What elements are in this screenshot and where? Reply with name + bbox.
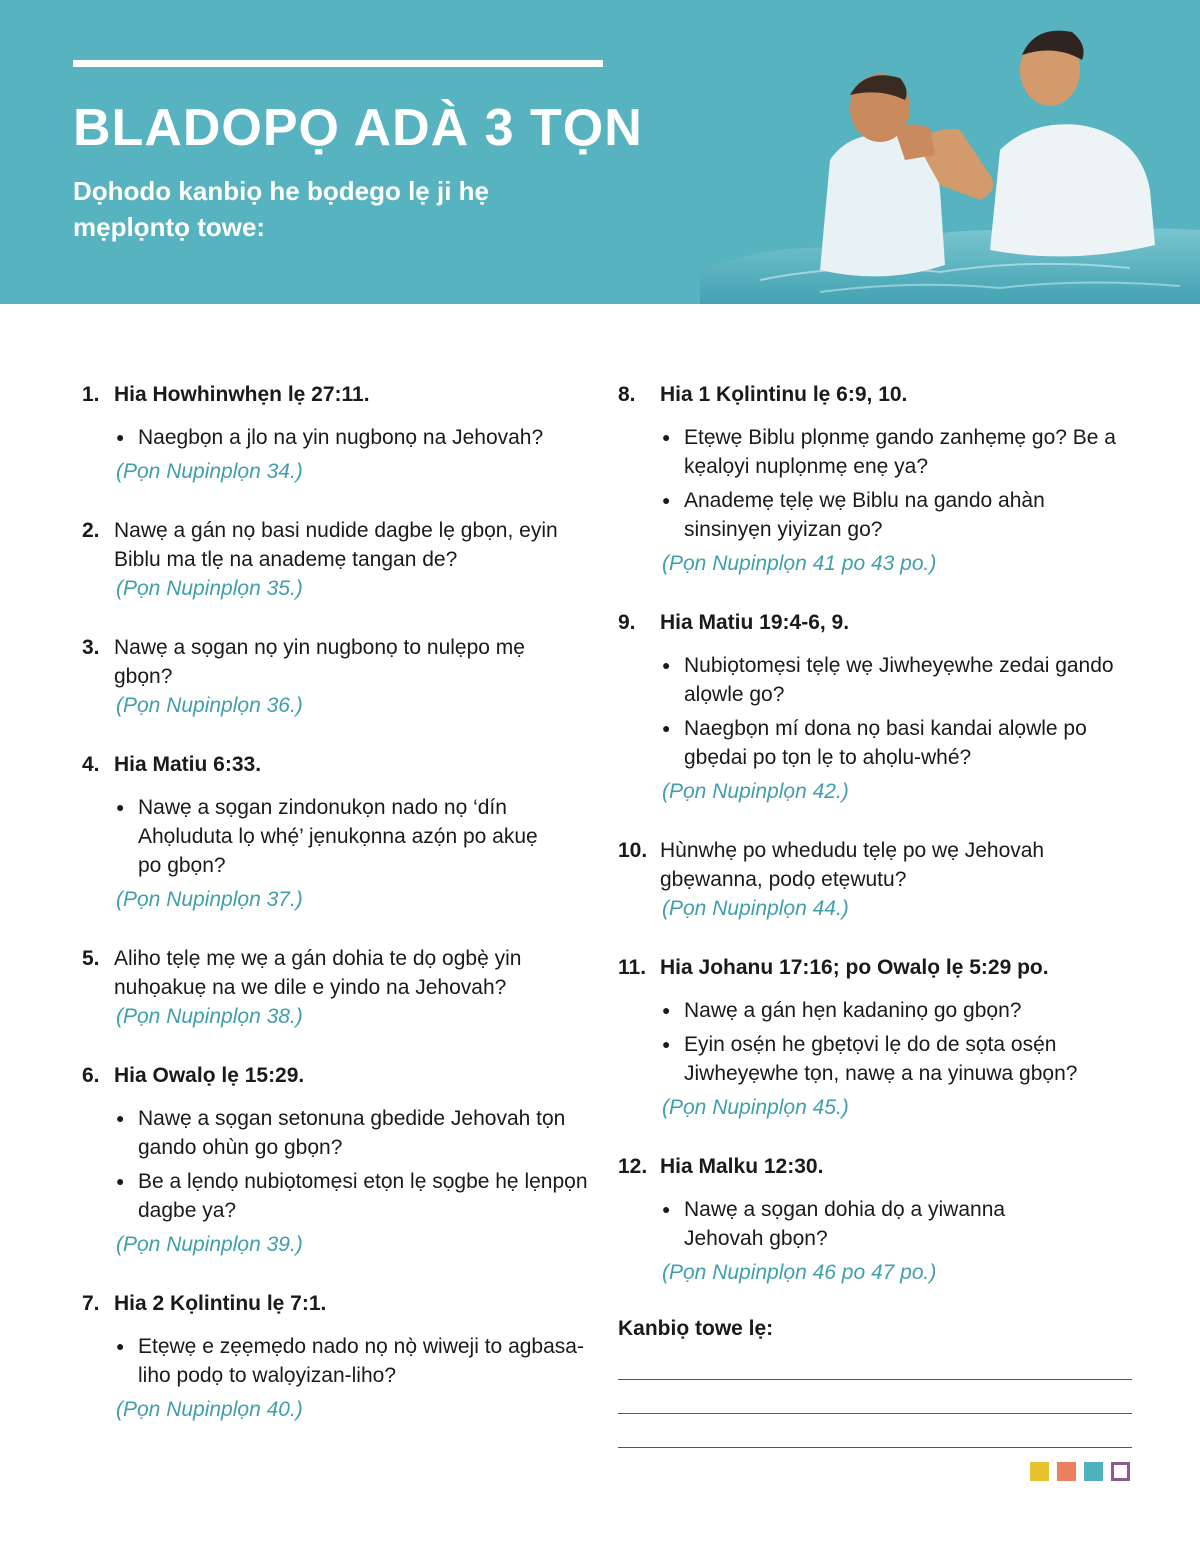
lesson-reference: (Pọn Nupinplọn 36.): [116, 694, 303, 717]
baptism-illustration: [700, 0, 1200, 304]
page-subtitle: Dọhodo kanbiọ he bọdego lẹ ji hẹ mẹplọntọ towe:: [73, 176, 489, 242]
question-number: 6.: [82, 1064, 100, 1087]
question-item: [82, 944, 592, 1031]
question-number: 3.: [82, 636, 100, 659]
questions-right-column: [618, 380, 1138, 1448]
question-number: 12.: [618, 1155, 648, 1178]
lesson-reference: (Pọn Nupinplọn 41 po 43 po.): [662, 552, 937, 575]
page-title: BLADOPỌ ADÀ 3 TỌN: [73, 99, 643, 157]
question-item: [618, 953, 1138, 1122]
question-text: Hùnwhẹ po whedudu tẹlẹ po wẹ Jehovah gbẹwanna, podọ etẹwutu?: [660, 839, 1045, 891]
question-number: 4.: [82, 753, 100, 776]
question-number: 9.: [618, 611, 636, 634]
question-text: Nawẹ a gán nọ basi nudide dagbe lẹ gbọn, eyin Biblu ma tlẹ na anademẹ tangan de?: [114, 519, 558, 571]
bullet-icon: ●: [662, 1002, 671, 1018]
question-number: 10.: [618, 839, 648, 862]
bullet-item: ● Naegbọn a jlo na yin nugbonọ na Jehovah?: [82, 423, 592, 452]
lesson-reference: (Pọn Nupinplọn 45.): [662, 1096, 849, 1119]
bullet-icon: ●: [662, 720, 671, 736]
question-item: [82, 516, 592, 603]
bullet-icon: ●: [116, 429, 125, 445]
bullet-item: ● Nawẹ a sọgan dohia dọ a yiwanna Jehovah gbọn?: [618, 1195, 1138, 1253]
question-text: Aliho tẹlẹ mẹ wẹ a gán dohia te dọ ogbẹ̀ yin nuhọakuẹ na we dile e yindo na Jehovah?: [114, 947, 522, 999]
question-number: 1.: [82, 383, 100, 406]
question-text: Hia 2 Kọlintinu lẹ 7:1.: [114, 1292, 327, 1315]
bullet-icon: ●: [116, 1338, 125, 1354]
bullet-icon: ●: [116, 1110, 125, 1126]
question-text: Nawẹ a sọgan nọ yin nugbonọ to nulẹpo mẹ gbọn?: [114, 636, 525, 688]
bullet-item: ● Eyin osẹ́n he gbẹtọvi lẹ do de sọta osẹ́n Jiwheyẹwhe tọn, nawẹ a na yinuwa gbọn?: [618, 1030, 1138, 1088]
lesson-reference: (Pọn Nupinplọn 34.): [116, 460, 303, 483]
question-number: 11.: [618, 956, 647, 979]
bullet-item: ● Naegbọn mí dona nọ basi kandai alọwle po gbẹdai po tọn lẹ to ahọlu-whé?: [618, 714, 1138, 772]
questions-left-column: [82, 380, 592, 1454]
orange-square: [1057, 1462, 1076, 1481]
bullet-icon: ●: [662, 657, 671, 673]
bullet-item: ● Nawẹ a sọgan setonuna gbedide Jehovah tọn gando ohùn go gbọn?: [82, 1104, 592, 1162]
lesson-reference: (Pọn Nupinplọn 46 po 47 po.): [662, 1261, 937, 1284]
question-item: [82, 380, 592, 486]
lesson-reference: (Pọn Nupinplọn 42.): [662, 780, 849, 803]
question-item: [618, 608, 1138, 806]
note-line: [618, 1447, 1132, 1448]
notes-section: [618, 1317, 1138, 1448]
question-text: Hia Johanu 17:16; po Owalọ lẹ 5:29 po.: [660, 956, 1049, 979]
yellow-square: [1030, 1462, 1049, 1481]
bullet-icon: ●: [116, 1173, 125, 1189]
bullet-item: ● Etẹwẹ Biblu plọnmẹ gando zanhẹmẹ go? Be a kẹalọyi nuplọnmẹ enẹ ya?: [618, 423, 1138, 481]
question-item: [82, 750, 592, 914]
question-number: 5.: [82, 947, 100, 970]
color-squares: [1030, 1462, 1138, 1481]
bullet-item: ● Nawẹ a gán hẹn kadaninọ go gbọn?: [618, 996, 1138, 1025]
bullet-item: ● Nawẹ a sọgan zindonukọn nado nọ ‘dín Ahọluduta lọ whẹ́’ jẹnukọnna azọ́n po akuẹ po gbọn?: [82, 793, 592, 880]
bullet-icon: ●: [662, 429, 671, 445]
lesson-reference: (Pọn Nupinplọn 44.): [662, 897, 849, 920]
notes-label: Kanbiọ towe lẹ:: [618, 1317, 774, 1340]
lesson-reference: (Pọn Nupinplọn 38.): [116, 1005, 303, 1028]
question-text: Hia Malku 12:30.: [660, 1155, 824, 1178]
question-item: [618, 1152, 1138, 1287]
question-item: [82, 633, 592, 720]
lesson-reference: (Pọn Nupinplọn 40.): [116, 1398, 303, 1421]
question-number: 2.: [82, 519, 100, 542]
lesson-reference: (Pọn Nupinplọn 35.): [116, 577, 303, 600]
note-line: [618, 1413, 1132, 1414]
question-number: 8.: [618, 383, 636, 406]
bullet-icon: ●: [662, 1036, 671, 1052]
question-item: [82, 1061, 592, 1259]
question-text: Hia Owalọ lẹ 15:29.: [114, 1064, 305, 1087]
question-item: [618, 380, 1138, 578]
bullet-item: ● Be a lẹndọ nubiọtomẹsi etọn lẹ sọgbe hẹ lẹnpọn dagbe ya?: [82, 1167, 592, 1225]
question-item: [82, 1289, 592, 1424]
lesson-reference: (Pọn Nupinplọn 39.): [116, 1233, 303, 1256]
purple-outline-square: [1111, 1462, 1130, 1481]
teal-square: [1084, 1462, 1103, 1481]
question-item: [618, 836, 1138, 923]
bullet-item: ● Etẹwẹ e zẹẹmẹdo nado nọ nọ̀ wiweji to agbasa-liho podọ to walọyizan-liho?: [82, 1332, 592, 1390]
bullet-icon: ●: [662, 1201, 671, 1217]
question-text: Hia 1 Kọlintinu lẹ 6:9, 10.: [660, 383, 908, 406]
bullet-icon: ●: [116, 799, 125, 815]
bullet-item: ● Anademẹ tẹlẹ wẹ Biblu na gando ahàn sinsinyẹn yiyizan go?: [618, 486, 1138, 544]
bullet-icon: ●: [662, 492, 671, 508]
question-text: Hia Matiu 6:33.: [114, 753, 262, 776]
header-banner: [0, 0, 1200, 304]
question-text: Hia Matiu 19:4-6, 9.: [660, 611, 850, 634]
question-text: Hia Howhinwhẹn lẹ 27:11.: [114, 383, 370, 406]
question-number: 7.: [82, 1292, 100, 1315]
note-line: [618, 1379, 1132, 1380]
lesson-reference: (Pọn Nupinplọn 37.): [116, 888, 303, 911]
bullet-item: ● Nubiọtomẹsi tẹlẹ wẹ Jiwheyẹwhe zedai gando alọwle go?: [618, 651, 1138, 709]
header-rule: [73, 60, 603, 67]
